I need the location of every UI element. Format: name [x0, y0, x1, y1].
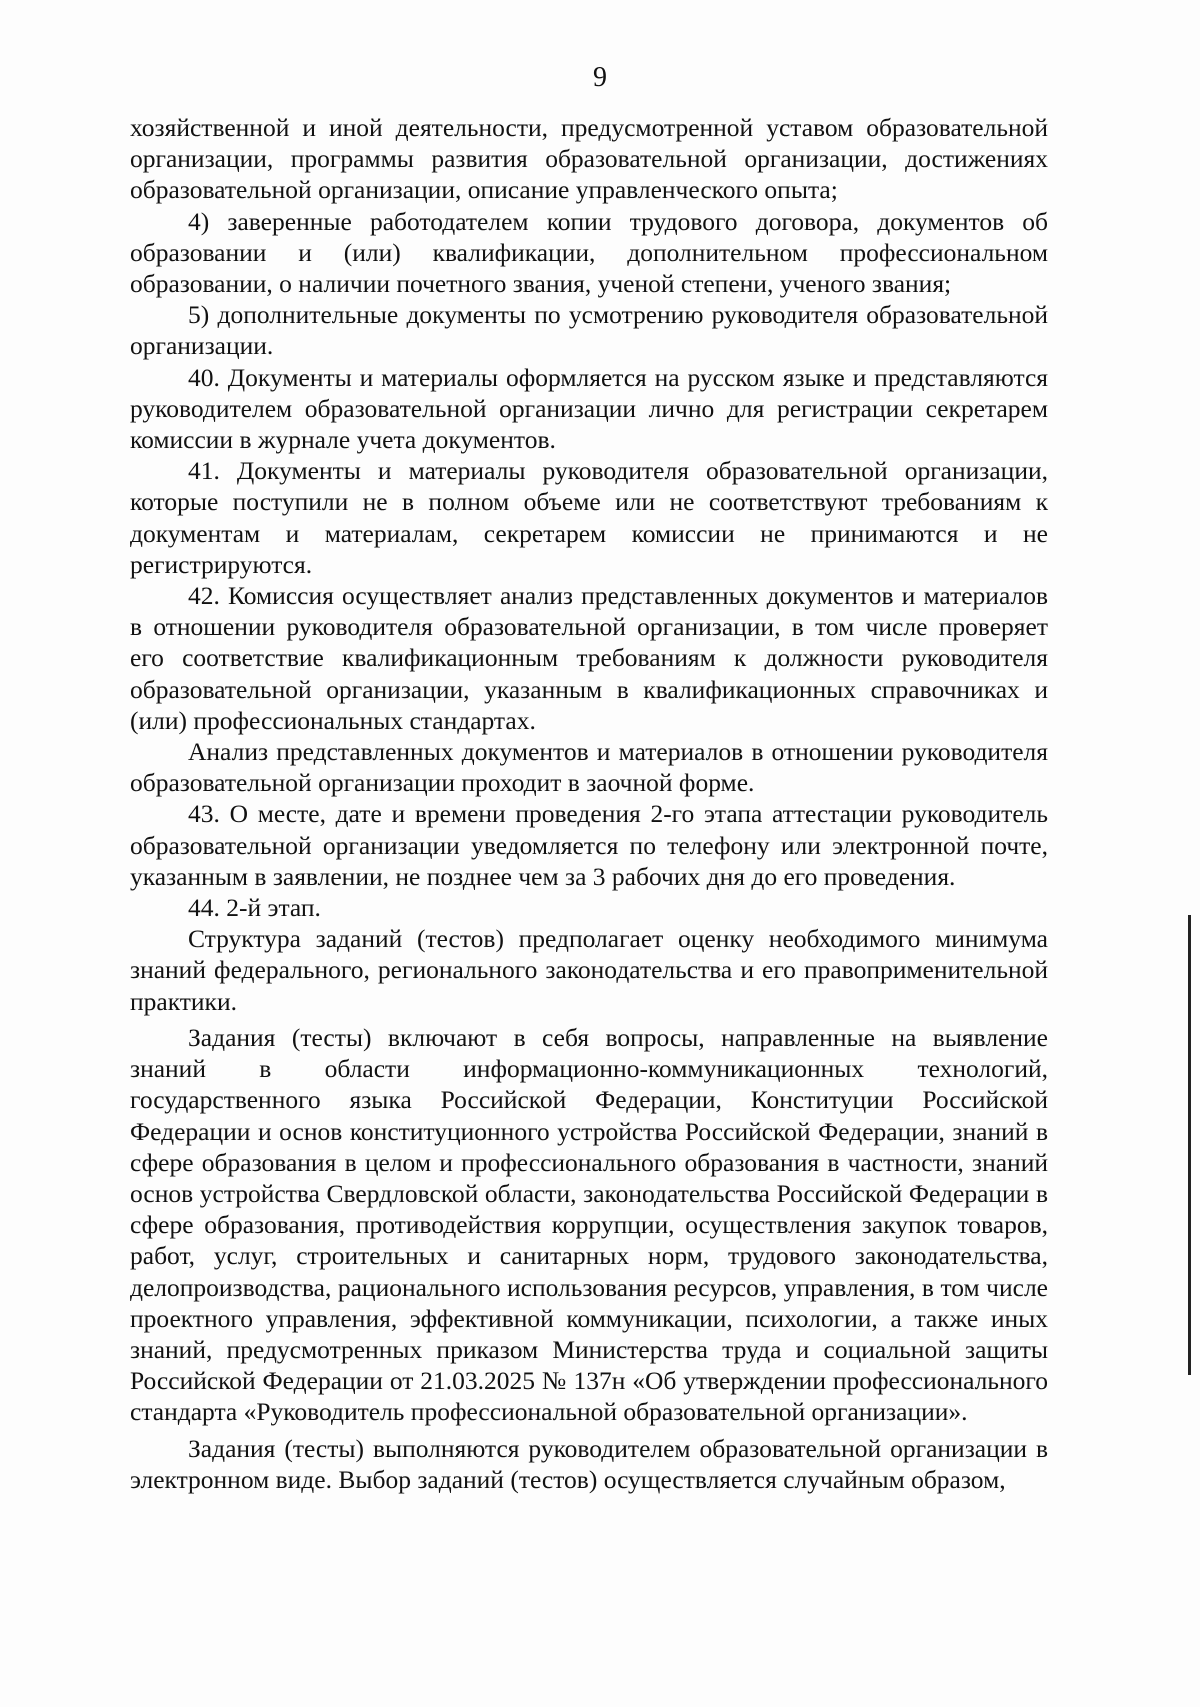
- paragraph-clause-41: 41. Документы и материалы руководителя образовательной организации, которые поступили не в полном объеме или не соответствуют требованиям к документам и материалам, секретарем комиссии не принимаются и не регистрируются.: [130, 456, 1048, 579]
- paragraph-analysis: Анализ представленных документов и материалов в отношении руководителя образовательной организации проходит в заочной форме.: [130, 737, 1048, 798]
- document-body: [130, 112, 1048, 1495]
- paragraph-clause-43: 43. О месте, дате и времени проведения 2-го этапа аттестации руководитель образовательной организации уведомляется по телефону или электронной почте, указанным в заявлении, не позднее чем за 3 рабочих дня до его проведения.: [130, 799, 1048, 891]
- paragraph-item-5: 5) дополнительные документы по усмотрению руководителя образовательной организации.: [130, 300, 1048, 361]
- paragraph-test-contents: Задания (тесты) включают в себя вопросы, направленные на выявление знаний в области информационно-коммуникационных технологий, государственного языка Российской Федерации, Конституции Российской Федерации и основ конституционного устройства Российской Федерации, знаний в сфере образования в целом и профессионального образования в частности, знаний основ устройства Свердловской области, законодательства Российской Федерации в сфере образования, противодействия коррупции, осуществления закупок товаров, работ, услуг, строительных и санитарных норм, трудового законодательства, делопроизводства, рационального использования ресурсов, управления, в том числе проектного управления, эффективной коммуникации, психологии, а также иных знаний, предусмотренных приказом Министерства труда и социальной защиты Российской Федерации от 21.03.2025 № 137н «Об утверждении профессионального стандарта «Руководитель профессиональной образовательной организации».: [130, 1022, 1048, 1427]
- paragraph-clause-40: 40. Документы и материалы оформляется на русском языке и представляются руководителем образовательной организации лично для регистрации секретарем комиссии в журнале учета документов.: [130, 362, 1048, 455]
- paragraph-clause-42: 42. Комиссия осуществляет анализ представленных документов и материалов в отношении руководителя образовательной организации, в том числе проверяет его соответствие квалификационным требованиям к должности руководителя образовательной организации, указанным в квалификационных справочниках и (или) профессиональных стандартах.: [130, 581, 1048, 735]
- paragraph-clause-44: 44. 2-й этап.: [188, 893, 321, 923]
- paragraph-test-structure: Структура заданий (тестов) предполагает оценку необходимого минимума знаний федерального, регионального законодательства и его правоприменительной практики.: [130, 924, 1048, 1016]
- page-number: 9: [593, 62, 607, 93]
- scan-edge-mark: [1188, 915, 1191, 1375]
- paragraph-test-execution: Задания (тесты) выполняются руководителем образовательной организации в электронном виде. Выбор заданий (тестов) осуществляется случайным образом,: [130, 1433, 1048, 1494]
- paragraph-continuation: хозяйственной и иной деятельности, предусмотренной уставом образовательной организации, программы развития образовательной организации, достижениях образовательной организации, описание управленческого опыта;: [130, 113, 1048, 205]
- paragraph-item-4: 4) заверенные работодателем копии трудового договора, документов об образовании и (или) квалификации, дополнительном профессиональном образовании, о наличии почетного звания, ученой степени, ученого звания;: [130, 206, 1048, 299]
